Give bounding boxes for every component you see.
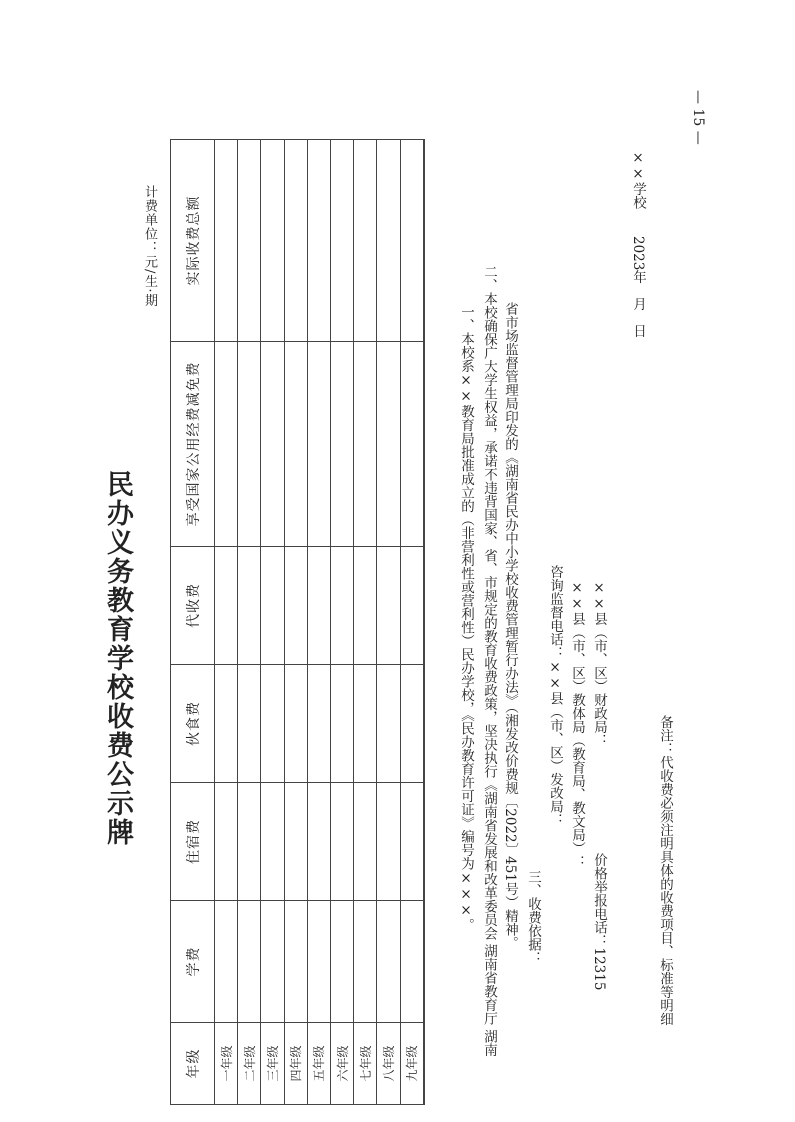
table-cell [238,342,261,547]
table-cell [400,342,423,547]
note-hotline-education: ××县（市、区）教体局（教育局、教文局）： [569,580,585,869]
note-hotline-finance: ××县（市、区）财政局： [591,580,607,747]
table-cell [238,665,261,783]
header-cell: 实际收费总额 [171,140,215,342]
grade-cell: 四年级 [284,1023,307,1105]
table-cell [330,342,353,547]
table-cell [423,547,424,665]
table-cell [284,665,307,783]
note-commitment-cont: 省市场监督管理局印发的《湖南省民办中小学校收费管理暂行办法》（湘发改价费规〔2022〕451号）精神。 [502,302,518,950]
header-cell: 代收费 [171,547,215,665]
table-row [238,140,261,1105]
grade-cell: 八年级 [377,1023,400,1105]
table-cell [354,140,377,342]
table-cell [307,342,330,547]
table-cell [423,1023,424,1105]
table-cell [423,783,424,901]
table-cell [307,547,330,665]
table-row [215,140,238,1105]
table-cell [377,140,400,342]
table-row [400,140,423,1105]
table-cell [238,547,261,665]
table-cell [377,547,400,665]
table-cell [261,665,284,783]
table-cell [354,342,377,547]
note-hotline-dev-reform: 咨询监督电话：××县（市、区）发改局： [547,565,563,827]
table-cell [330,547,353,665]
note-commitment: 二、本校确保广大学生权益，承诺不违背国家、省、市规定的教育收费政策，坚决执行《湖南省发展和改革委员会 湖南省教育厅 湖南 [481,265,497,1057]
table-cell [215,547,238,665]
table-cell [330,901,353,1023]
table-cell [307,140,330,342]
table-cell [330,140,353,342]
table-row [423,140,424,1105]
table-cell [284,547,307,665]
table-cell [238,783,261,901]
table-cell [284,342,307,547]
table-row [307,140,330,1105]
table-cell [261,783,284,901]
header-cell: 年级 [171,1023,215,1105]
fee-table-wrapper [170,140,425,1105]
page-number: — 15 — [690,90,706,145]
table-cell [215,665,238,783]
grade-cell: 一年级 [215,1023,238,1105]
table-cell [215,140,238,342]
table-cell [261,901,284,1023]
note-price-report: 价格举报电话：12315 [591,853,607,991]
grade-cell: 九年级 [400,1023,423,1105]
table-cell [284,783,307,901]
grade-cell: 三年级 [261,1023,284,1105]
school-signature: ××学校 2023年 月 日 [630,150,646,338]
table-cell [377,901,400,1023]
footnote: 备注：代收费必须注明具体的收费项目、标准等明细 [657,715,673,1026]
table-cell [284,140,307,342]
table-cell [377,783,400,901]
table-cell [400,140,423,342]
header-cell: 住宿费 [171,783,215,901]
table-cell [354,783,377,901]
table-cell [354,665,377,783]
table-cell [261,547,284,665]
table-row [284,140,307,1105]
note-fee-basis: 三、收费依据： [525,870,541,965]
table-cell [377,665,400,783]
table-row [354,140,377,1105]
table-cell [261,342,284,547]
fee-table [170,139,425,1105]
table-cell [238,901,261,1023]
table-cell [423,140,424,342]
table-cell [400,665,423,783]
table-cell [215,783,238,901]
grade-cell: 二年级 [238,1023,261,1105]
table-cell [400,783,423,901]
table-cell [215,342,238,547]
header-cell: 伙食费 [171,665,215,783]
header-cell: 学费 [171,901,215,1023]
page-title: 民办义务教育学校收费公示牌 [102,470,133,847]
table-cell [330,665,353,783]
table-cell [330,783,353,901]
table-cell [423,665,424,783]
table-header-row [171,140,215,1105]
note-school-info: 一、本校系××教育局批准成立的（非营利性或营利性）民办学校，《民办教育许可证》编号为×××。 [458,305,474,932]
grade-cell: 五年级 [307,1023,330,1105]
table-cell [307,783,330,901]
table-row [261,140,284,1105]
table-cell [307,665,330,783]
table-row [330,140,353,1105]
table-cell [400,547,423,665]
table-cell [215,901,238,1023]
table-cell [423,901,424,1023]
table-row [377,140,400,1105]
table-cell [377,342,400,547]
table-cell [354,547,377,665]
table-cell [261,140,284,342]
table-cell [307,901,330,1023]
grade-cell: 七年级 [354,1023,377,1105]
table-cell [354,901,377,1023]
unit-label: 计费单位：元/生·期 [142,185,157,308]
table-cell [284,901,307,1023]
table-cell [400,901,423,1023]
grade-cell: 六年级 [330,1023,353,1105]
table-cell [423,342,424,547]
header-cell: 享受国家公用经费减免费 [171,342,215,547]
table-cell [238,140,261,342]
